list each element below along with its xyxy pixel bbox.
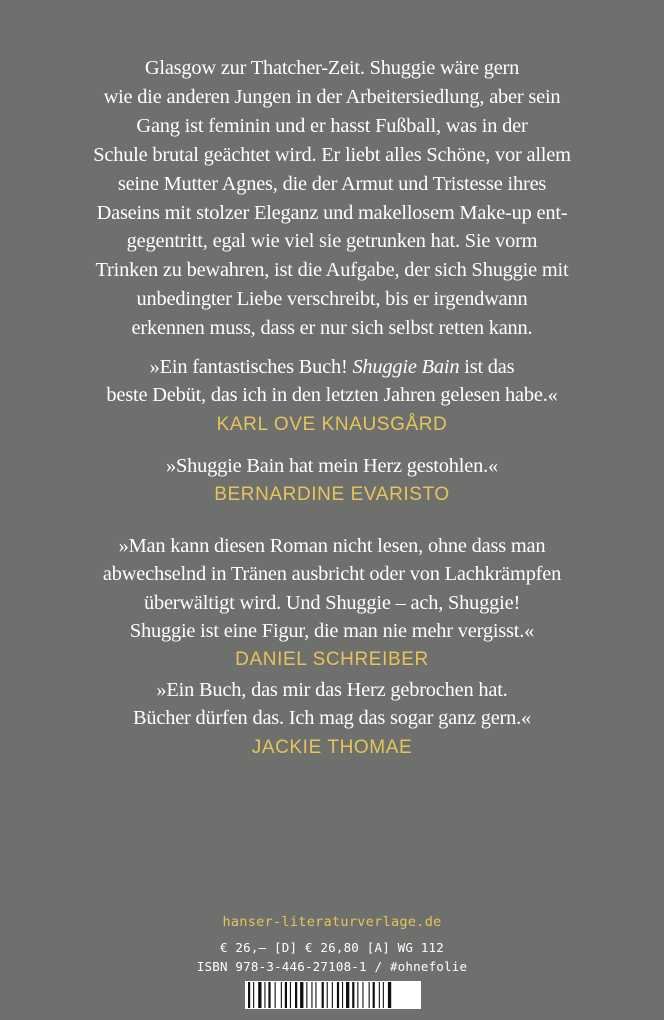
barcode (245, 981, 421, 1009)
blurb-line: Glasgow zur Thatcher-Zeit. Shuggie wäre gern (144, 57, 520, 79)
quote-line: überwältigt wird. Und Shuggie – ach, Shuggie! (143, 591, 521, 614)
barcode-bar (332, 982, 333, 1008)
blurb-text (0, 54, 664, 343)
blurb-line: Schule brutal geächtet wird. Er liebt alles Schöne, vor allem (93, 143, 571, 166)
barcode-bar (315, 982, 316, 1008)
barcode-bar (268, 982, 270, 1008)
quote-schreiber (0, 532, 664, 675)
quote-text: »Ein fantastisches Buch! (149, 356, 353, 378)
quote-line: Shuggie ist eine Figur, die man nie mehr vergisst.« (129, 619, 535, 642)
barcode-bar (258, 982, 261, 1008)
barcode-icon (245, 981, 421, 1009)
barcode-bar (388, 982, 391, 1008)
publisher-website[interactable]: hanser-literaturverlage.de (222, 914, 442, 930)
barcode-bar (322, 982, 324, 1008)
blurb-line: unbedingter Liebe verschreibt, bis er irgendwann (136, 288, 528, 311)
quote-author: KARL OVE KNAUSGÅRD (216, 413, 448, 435)
quote-line (0, 353, 664, 381)
barcode-bar (311, 982, 312, 1008)
blurb-line: Gang ist feminin und er hasst Fußball, was in der (136, 114, 528, 137)
blurb-line: Daseins mit stolzer Eleganz und makellosem Make-up ent- (96, 201, 568, 224)
blurb-line: erkennen muss, dass er nur sich selbst retten kann. (131, 317, 533, 340)
quote-line: »Man kann diesen Roman nicht lesen, ohne dass man (118, 535, 546, 557)
quote-author: DANIEL SCHREIBER (235, 649, 429, 671)
price-info: € 26,– [D] € 26,80 [A] WG 112 (219, 940, 445, 955)
barcode-bar (352, 982, 354, 1008)
quote-knausgard (0, 353, 664, 440)
book-title: Shuggie Bain (352, 356, 460, 378)
quote-line: »Shuggie Bain hat mein Herz gestohlen.« (166, 455, 498, 477)
quote-line: »Ein Buch, das mir das Herz gebrochen hat. (156, 679, 508, 701)
isbn-info: ISBN 978-3-446-27108-1 / #ohnefolie (196, 959, 468, 974)
barcode-bar (285, 982, 287, 1008)
barcode-bar (346, 982, 349, 1008)
barcode-bar (357, 982, 358, 1008)
blurb-line: gegentritt, egal wie viel sie getrunken hat. Sie vorm (126, 230, 538, 253)
barcode-bar (342, 982, 343, 1008)
barcode-bar (383, 982, 384, 1008)
quote-thomae (0, 676, 664, 763)
barcode-bar (300, 982, 303, 1008)
barcode-bar (362, 982, 363, 1008)
quote-evaristo (0, 452, 664, 510)
quote-line: abwechselnd in Tränen ausbricht oder von Lachkrämpfen (102, 563, 562, 586)
barcode-bar (248, 982, 250, 1008)
quote-author: JACKIE THOMAE (251, 736, 413, 758)
quote-line: beste Debüt, das ich in den letzten Jahren gelesen habe.« (106, 384, 558, 407)
barcode-bar (379, 982, 380, 1008)
blurb-line: seine Mutter Agnes, die der Armut und Tristesse ihres (117, 172, 547, 195)
barcode-bar (306, 982, 307, 1008)
barcode-bar (253, 982, 254, 1008)
barcode-bar (337, 982, 339, 1008)
barcode-bar (290, 982, 291, 1008)
barcode-bar (295, 982, 297, 1008)
blurb-line: Trinken zu bewahren, ist die Aufgabe, der sich Shuggie mit (95, 259, 569, 282)
barcode-bar (327, 982, 328, 1008)
barcode-bar (275, 982, 276, 1008)
quote-line: Bücher dürfen das. Ich mag das sogar ganz gern.« (132, 707, 532, 730)
barcode-bar (373, 982, 375, 1008)
barcode-bar (369, 982, 370, 1008)
quote-author: BERNARDINE EVARISTO (214, 484, 450, 506)
blurb-line: wie die anderen Jungen in der Arbeitersiedlung, aber sein (103, 85, 561, 108)
quote-text: ist das (459, 356, 515, 378)
barcode-bar (264, 982, 265, 1008)
barcode-bar (281, 982, 282, 1008)
